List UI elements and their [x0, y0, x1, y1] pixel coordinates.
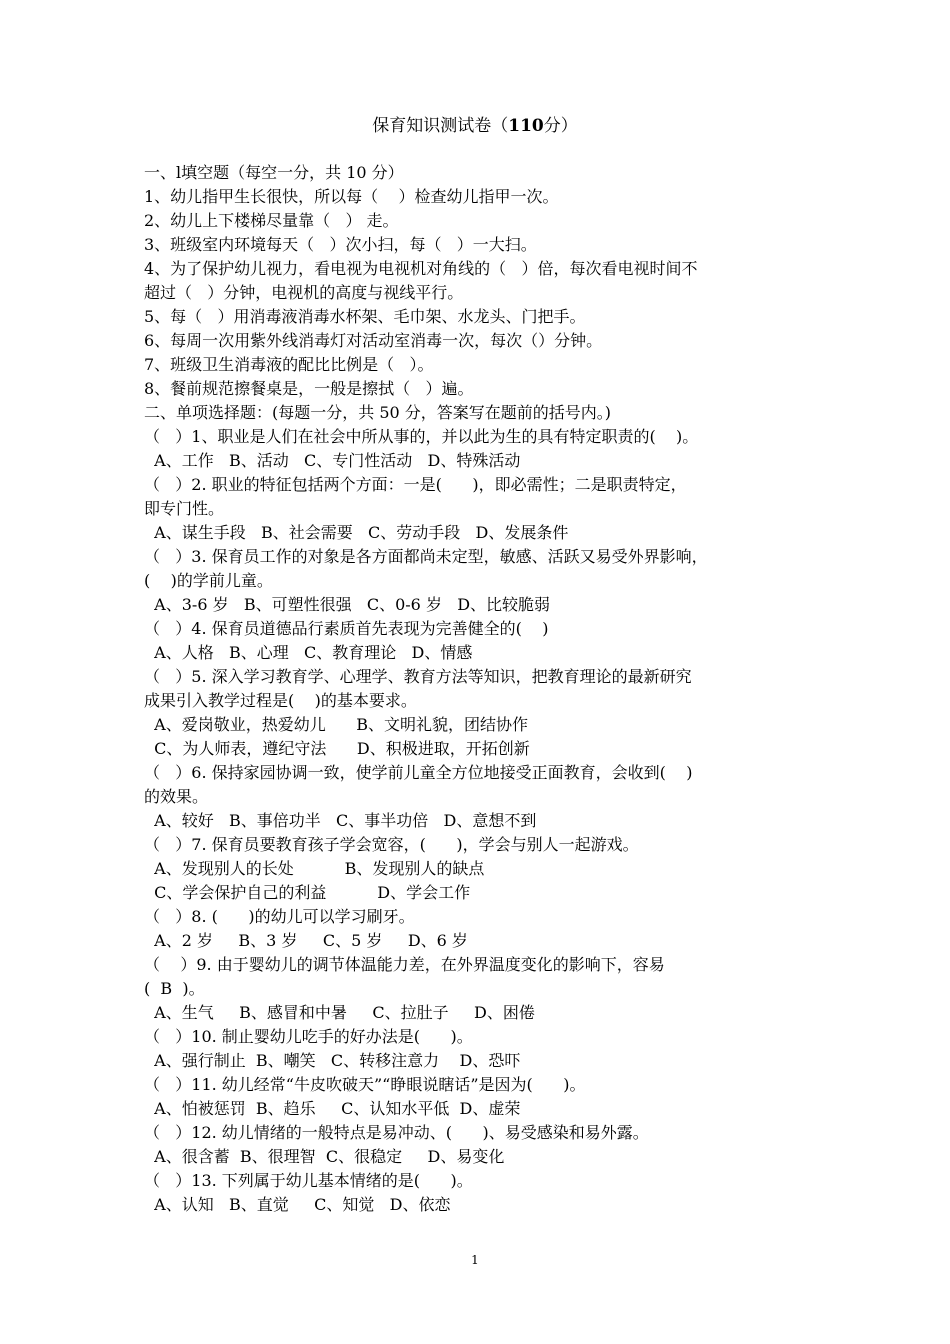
text-line: 1、幼儿指甲生长很快，所以每（ ）检查幼儿指甲一次。 [144, 187, 559, 206]
text-line: A、较好 B、事倍功半 C、事半功倍 D、意想不到 [144, 811, 537, 830]
page-number: 1 [471, 1253, 479, 1267]
text-line: （ ）1、职业是人们在社会中所从事的，并以此为生的具有特定职责的( )。 [144, 427, 699, 446]
text-line: （ ）7. 保育员要教育孩子学会宽容，( )，学会与别人一起游戏。 [144, 835, 639, 854]
text-line: ( )的学前儿童。 [144, 571, 273, 590]
text-line: C、为人师表，遵纪守法 D、积极进取，开拓创新 [144, 739, 530, 758]
question-body [144, 161, 812, 1217]
text-line: （ ）12. 幼儿情绪的一般特点是易冲动、( )、易受感染和易外露。 [144, 1123, 649, 1142]
text-line: （ ）8. ( )的幼儿可以学习刷牙。 [144, 907, 415, 926]
text-line: A、发现别人的长处 B、发现别人的缺点 [144, 859, 485, 878]
text-line: （ ）6. 保持家园协调一致，使学前儿童全方位地接受正面教育，会收到( ) [144, 763, 693, 782]
text-line: A、怕被惩罚 B、趋乐 C、认知水平低 D、虚荣 [144, 1099, 521, 1118]
text-line: 二、单项选择题：(每题一分，共 50 分，答案写在题前的括号内。) [144, 403, 612, 422]
text-line: 7、班级卫生消毒液的配比比例是（ ）。 [144, 355, 434, 374]
text-line: 即专门性。 [144, 499, 225, 518]
text-line: A、工作 B、活动 C、专门性活动 D、特殊活动 [144, 451, 521, 470]
page-title [0, 114, 950, 138]
text-line: 一、l填空题（每空一分，共 10 分） [144, 163, 404, 182]
text-line: （ ）11. 幼儿经常“牛皮吹破天”“睁眼说瞎话”是因为( )。 [144, 1075, 586, 1094]
text-line: A、生气 B、感冒和中暑 C、拉肚子 D、困倦 [144, 1003, 535, 1022]
text-line: A、3-6 岁 B、可塑性很强 C、0-6 岁 D、比较脆弱 [144, 595, 551, 614]
text-line: A、爱岗敬业，热爱幼儿 B、文明礼貌，团结协作 [144, 715, 529, 734]
text-line: （ ）2. 职业的特征包括两个方面：一是( )，即必需性；二是职责特定， [144, 475, 687, 494]
text-line: （ ）4. 保育员道德品行素质首先表现为完善健全的( ) [144, 619, 549, 638]
text-line: ( B )。 [144, 979, 205, 998]
text-line: 6、每周一次用紫外线消毒灯对活动室消毒一次，每次（）分钟。 [144, 331, 603, 350]
text-line: 5、每（ ）用消毒液消毒水杯架、毛巾架、水龙头、门把手。 [144, 307, 586, 326]
text-line: C、学会保护自己的利益 D、学会工作 [144, 883, 471, 902]
text-line: A、2 岁 B、3 岁 C、5 岁 D、6 岁 [144, 931, 468, 950]
title-score: 110 [508, 116, 544, 136]
text-line: （ ）5. 深入学习教育学、心理学、教育方法等知识，把教育理论的最新研究 [144, 667, 692, 686]
text-line: A、认知 B、直觉 C、知觉 D、依恋 [144, 1195, 451, 1214]
text-line: A、人格 B、心理 C、教育理论 D、情感 [144, 643, 473, 662]
text-line: （ ）9. 由于婴幼儿的调节体温能力差，在外界温度变化的影响下，容易 [144, 955, 665, 974]
text-line: 超过（ ）分钟，电视机的高度与视线平行。 [144, 283, 464, 302]
text-line: 2、幼儿上下楼梯尽量靠（ ） 走。 [144, 211, 399, 230]
text-line: （ ）3. 保育员工作的对象是各方面都尚未定型，敏感、活跃又易受外界影响， [144, 547, 708, 566]
text-line: 4、为了保护幼儿视力，看电视为电视机对角线的（ ）倍，每次看电视时间不 [144, 259, 698, 278]
title-suffix: 分） [543, 116, 578, 136]
text-line: A、很含蓄 B、很理智 C、很稳定 D、易变化 [144, 1147, 505, 1166]
text-line: （ ）13. 下列属于幼儿基本情绪的是( )。 [144, 1171, 473, 1190]
text-line: （ ）10. 制止婴幼儿吃手的好办法是( )。 [144, 1027, 473, 1046]
title-prefix: 保育知识测试卷（ [372, 116, 509, 136]
text-line: 成果引入教学过程是( )的基本要求。 [144, 691, 417, 710]
text-line: 的效果。 [144, 787, 209, 806]
text-line: A、强行制止 B、嘲笑 C、转移注意力 D、恐吓 [144, 1051, 521, 1070]
text-line: 8、餐前规范擦餐桌是，一般是擦拭（ ）遍。 [144, 379, 474, 398]
text-line: A、谋生手段 B、社会需要 C、劳动手段 D、发展条件 [144, 523, 569, 542]
text-line: 3、班级室内环境每天（ ）次小扫，每（ ）一大扫。 [144, 235, 537, 254]
